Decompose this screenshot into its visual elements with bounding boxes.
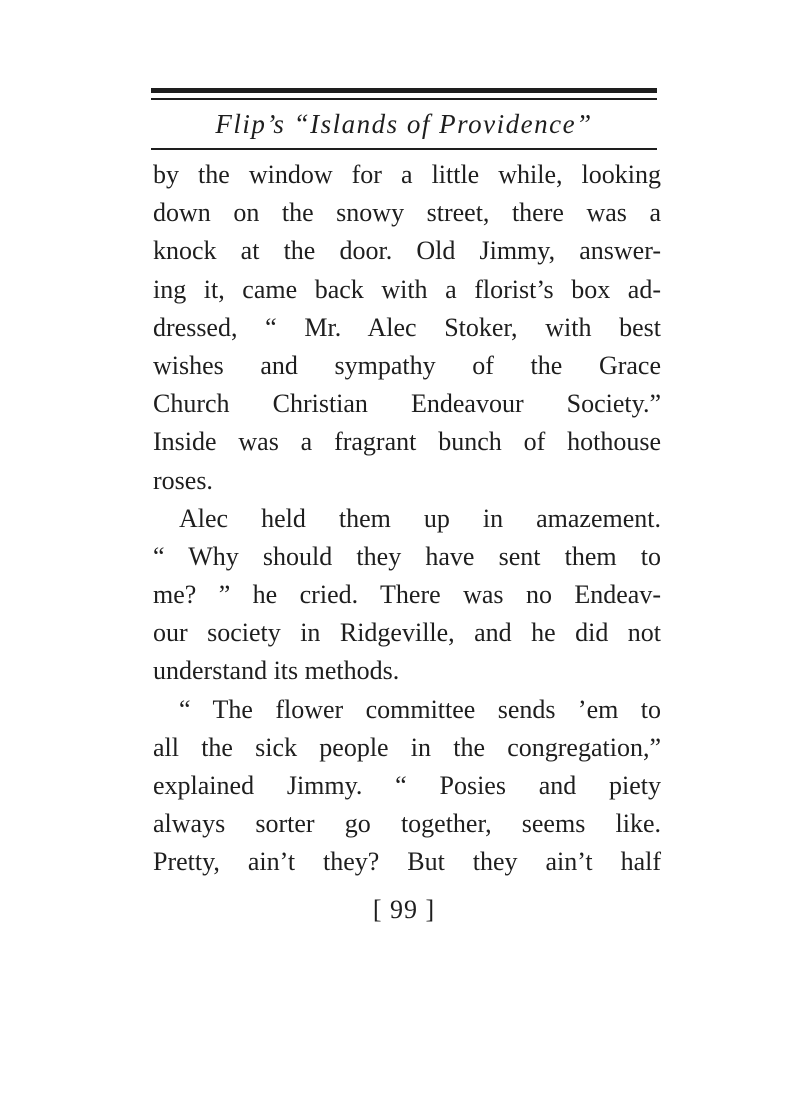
- text-line: always sorter go together, seems like.: [153, 809, 661, 839]
- body-text: [153, 156, 661, 882]
- text-line: “ The flower committee sends ’em to: [179, 694, 661, 724]
- text-line: Church Christian Endeavour Society.”: [153, 389, 661, 419]
- text-line: Pretty, ain’t they? But they ain’t half: [153, 847, 661, 877]
- text-line: wishes and sympathy of the Grace: [153, 350, 661, 380]
- text-line: dressed, “ Mr. Alec Stoker, with best: [153, 312, 661, 342]
- text-line: by the window for a little while, looking: [153, 160, 661, 189]
- running-title: Flip’s “Islands of Providence”: [215, 109, 593, 139]
- text-line: ing it, came back with a florist’s box ad-: [153, 274, 661, 304]
- text-line: explained Jimmy. “ Posies and piety: [153, 771, 661, 800]
- text-line: down on the snowy street, there was a: [153, 198, 661, 228]
- text-line: me? ” he cried. There was no Endeav-: [153, 580, 661, 610]
- text-line: our society in Ridgeville, and he did not: [153, 618, 661, 648]
- text-line: knock at the door. Old Jimmy, answer-: [153, 236, 661, 266]
- text-line: roses.: [153, 465, 213, 495]
- page-number: [ 99 ]: [372, 895, 436, 924]
- text-line: all the sick people in the congregation,”: [153, 732, 661, 762]
- text-line: Inside was a fragrant bunch of hothouse: [153, 427, 661, 457]
- header-rule-bottom: [151, 148, 657, 150]
- header-rule-thick: [151, 88, 657, 93]
- header-rule-thin: [151, 98, 657, 100]
- text-line: “ Why should they have sent them to: [153, 541, 661, 571]
- text-line: Alec held them up in amazement.: [179, 503, 661, 533]
- text-line: understand its methods.: [153, 656, 400, 686]
